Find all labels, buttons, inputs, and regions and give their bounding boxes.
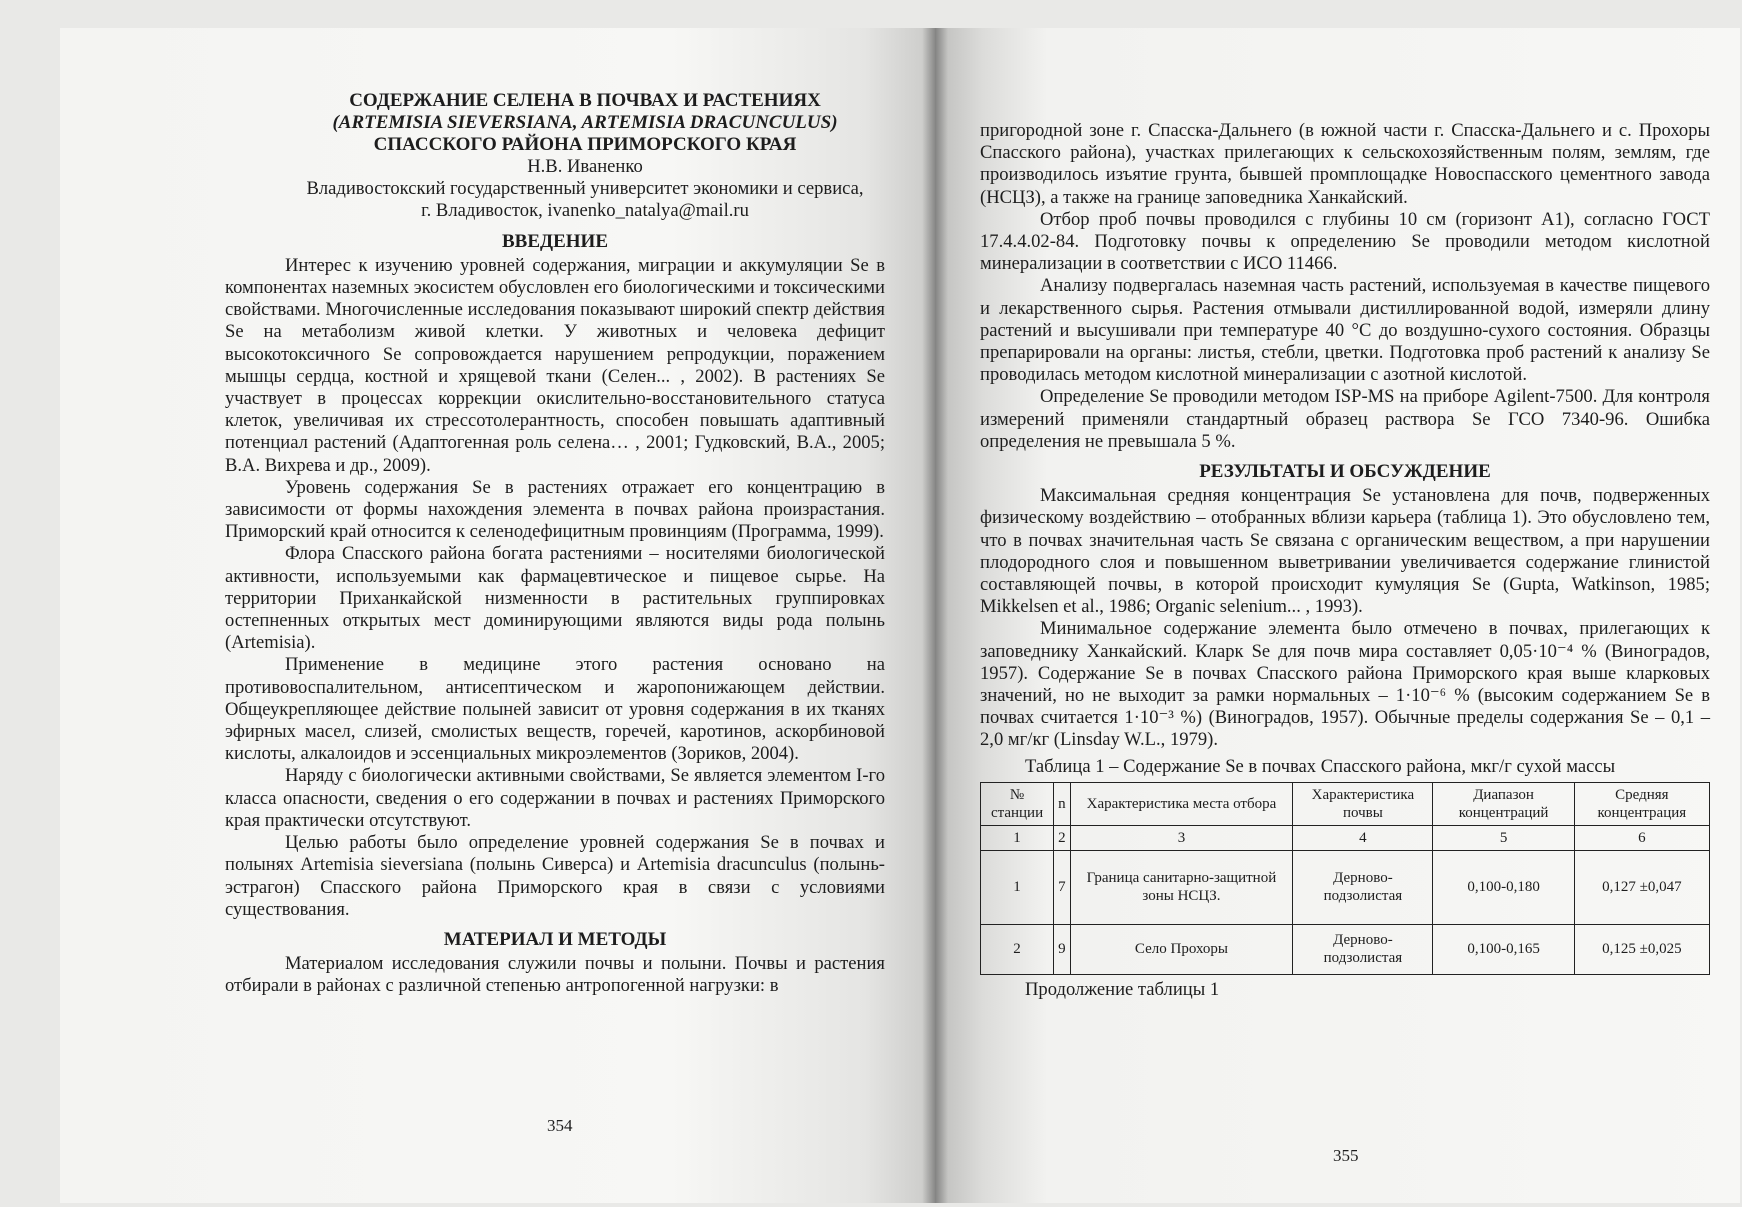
table-cell: Граница санитарно-защитной зоны НСЦЗ. — [1070, 850, 1293, 924]
methods-paragraph: Материалом исследования служили почвы и полыни. Почвы и растения отбирали в районах с различной степенью антропогенной нагрузки: в — [225, 953, 885, 997]
title-line-3: СПАССКОГО РАЙОНА ПРИМОРСКОГО КРАЯ — [373, 134, 797, 155]
table-row — [981, 924, 1710, 974]
results-paragraph: Минимальное содержание элемента было отмечено в почвах, прилегающих к заповеднику Ханкайский. Кларк Se для почв мира составляет 0,05·10⁻⁴ % (Виноградов, 1957). Содержание Se в почвах Спасского района Приморского края выше кларковых значений, но не выходит за рамки нормальных – 1·10⁻⁶ % (высоким содержанием Se в почвах считается 1·10⁻³ %) (Виноградов, 1957). Обычные пределы содержания Se – 0,1 – 2,0 мг/кг (Linsday W.L., 1979). — [980, 618, 1710, 751]
section-heading-introduction: ВВЕДЕНИЕ — [502, 230, 608, 252]
table-caption: Таблица 1 – Содержание Se в почвах Спасского района, мкг/г сухой массы — [1025, 755, 1616, 777]
intro-paragraph: Наряду с биологически активными свойствами, Se является элементом I-го класса опасности, сведения о его содержании в почвах и растениях Приморского края практически отсутствуют. — [225, 765, 885, 831]
book-spread — [60, 28, 1740, 1203]
table-cell: 1 — [981, 825, 1054, 850]
affiliation: Владивостокский государственный университет экономики и сервиса, — [306, 178, 864, 200]
table-header-cell: № станции — [981, 782, 1054, 825]
table-cell: 4 — [1293, 825, 1433, 850]
table-continuation: Продолжение таблицы 1 — [1025, 978, 1220, 1000]
title-line-2: (ARTEMISIA SIEVERSIANA, ARTEMISIA DRACUNCULUS) — [332, 112, 838, 133]
page-number-right: 355 — [1333, 1146, 1359, 1165]
author: Н.В. Иваненко — [527, 156, 643, 177]
table-cell: 7 — [1054, 850, 1071, 924]
table-cell: 2 — [981, 924, 1054, 974]
table-header-cell: Характеристика почвы — [1293, 782, 1433, 825]
table-cell: Село Прохоры — [1070, 924, 1293, 974]
table-header-cell: Характеристика места отбора — [1070, 782, 1293, 825]
address: г. Владивосток, ivanenko_natalya@mail.ru — [421, 200, 749, 222]
table-number-row — [981, 825, 1710, 850]
section-heading-results: РЕЗУЛЬТАТЫ И ОБСУЖДЕНИЕ — [1199, 461, 1491, 483]
table-cell: 6 — [1574, 825, 1709, 850]
table-cell: 2 — [1054, 825, 1071, 850]
table-cell: 0,100-0,165 — [1433, 924, 1574, 974]
title-line-1: СОДЕРЖАНИЕ СЕЛЕНА В ПОЧВАХ И РАСТЕНИЯХ — [349, 90, 821, 111]
table-cell: 3 — [1070, 825, 1293, 850]
intro-paragraph: Флора Спасского района богата растениями – носителями биологической активности, используемыми как фармацевтическое и пищевое сырье. На территории Приханкайской низменности в растительных группировках остепненных открытых мест доминирующими являются виды рода полынь (Artemisia). — [225, 543, 885, 654]
page-number-left: 354 — [547, 1116, 573, 1135]
body-paragraph: Анализу подвергалась наземная часть растений, используемая в качестве пищевого и лекарственного сырья. Растения отмывали дистиллированной водой, измеряли длину растений и высушивали при температуре 40 °С до воздушно-сухого состояния. Образцы препарировали на органы: листья, стебли, цветки. Подготовка проб растений к анализу Se проводилась методом кислотной минерализации с азотной кислотой. — [980, 275, 1710, 386]
page-354 — [60, 28, 935, 1203]
table-cell: 0,127 ±0,047 — [1574, 850, 1709, 924]
table-cell: Дерново-подзолистая — [1293, 850, 1433, 924]
table-cell: Дерново-подзолистая — [1293, 924, 1433, 974]
table-cell: 0,100-0,180 — [1433, 850, 1574, 924]
intro-paragraph: Применение в медицине этого растения основано на противовоспалительном, антисептическом и жаропонижающем действии. Общеукрепляющее действие полыней зависит от уровня содержания в их тканях эфирных масел, слизей, смолистых веществ, горечей, каротинов, аскорбиновой кислоты, алкалоидов и эссенциальных микроэлементов (Зориков, 2004). — [225, 654, 885, 765]
selenium-soil-table — [980, 782, 1710, 975]
table-header-cell: Средняя концентрация — [1574, 782, 1709, 825]
body-paragraph: Отбор проб почвы проводился с глубины 10 см (горизонт А1), согласно ГОСТ 17.4.4.02-84. Подготовку почвы к определению Se проводили методом кислотной минерализации в соответствии с ИСО 11466. — [980, 208, 1710, 275]
intro-paragraph: Целью работы было определение уровней содержания Se в почвах и полынях Artemisia sieversiana (полынь Сиверса) и Artemisia dracunculus (полынь-эстрагон) Спасского района Приморского края в связи с условиями существования. — [225, 832, 885, 920]
book-gutter — [922, 28, 948, 1203]
table-header-cell: n — [1054, 782, 1071, 825]
body-paragraph: пригородной зоне г. Спасска-Дальнего (в южной части г. Спасска-Дальнего и с. Прохоры Спасского района), участках прилегающих к сельскохозяйственным полям, землям, где производилось изъятие грунта, бывшей промплощадке Новоспасского цементного завода (НСЦЗ), а также на границе заповедника Ханкайский. — [980, 120, 1710, 208]
results-paragraph: Максимальная средняя концентрация Se установлена для почв, подверженных физическому воздействию – отобранных вблизи карьера (таблица 1). Это обусловлено тем, что в почвах значительная часть Se связана с органическим веществом, а при нарушении плодородного слоя и повышенном выветривании увеличивается содержание глинистой составляющей почвы, в которой происходит кумуляция Se (Gupta, Watkinson, 1985; Mikkelsen et al., 1986; Organic selenium... , 1993). — [980, 485, 1710, 618]
table-cell: 0,125 ±0,025 — [1574, 924, 1709, 974]
intro-paragraph: Уровень содержания Se в растениях отражает его концентрацию в зависимости от формы нахождения элемента в почвах района произрастания. Приморский край относится к селенодефицитным провинциям (Программа, 1999). — [225, 476, 885, 543]
section-heading-methods: МАТЕРИАЛ И МЕТОДЫ — [443, 928, 667, 950]
left-column — [225, 90, 885, 998]
page-355 — [935, 28, 1740, 1203]
table-header-row — [981, 782, 1710, 825]
table-cell: 9 — [1054, 924, 1071, 974]
right-column — [980, 120, 1710, 1001]
intro-paragraph: Интерес к изучению уровней содержания, миграции и аккумуляции Se в компонентах наземных экосистем обусловлен его биологическими и токсическими свойствами. Многочисленные исследования показывают широкий спектр действия Se на метаболизм живой клетки. У животных и человека дефицит высокотоксичного Se сопровождается нарушением репродукции, поражением мышцы сердца, костной и хрящевой ткани (Селен... , 2002). В растениях Se участвует в процессах коррекции окислительно-восстановительного статуса клеток, увеличивая их стрессотолерантность, способен повышать адаптивный потенциал растений (Адаптогенная роль селена… , 2001; Гудковский, В.А., 2005; В.А. Вихрева и др., 2009). — [225, 254, 885, 476]
body-paragraph: Определение Se проводили методом ISP-MS на приборе Agilent-7500. Для контроля измерений применяли стандартный образец раствора Se ГСО 7340-96. Ошибка определения не превышала 5 %. — [980, 386, 1710, 452]
table-cell: 1 — [981, 850, 1054, 924]
table-row — [981, 850, 1710, 924]
table-header-cell: Диапазон концентраций — [1433, 782, 1574, 825]
table-cell: 5 — [1433, 825, 1574, 850]
